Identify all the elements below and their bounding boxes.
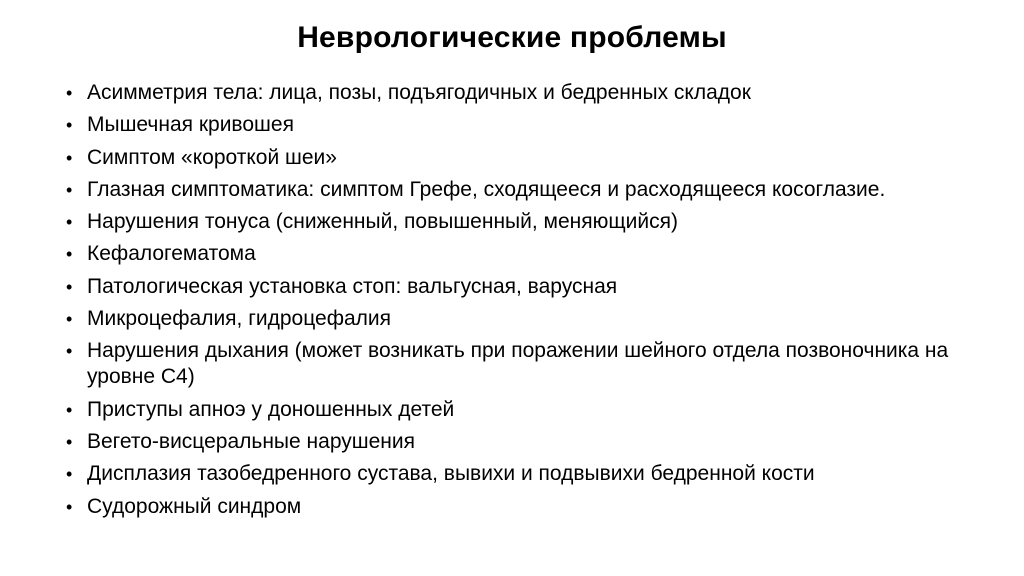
bullet-text: Нарушения дыхания (может возникать при поражении шейного отдела позвоночника на уровне С4) (87, 339, 949, 389)
bullet-icon: • (66, 179, 73, 200)
bullet-text: Вегето-висцеральные нарушения (87, 429, 415, 453)
bullet-text: Мышечная кривошея (87, 113, 294, 137)
bullet-text: Глазная симптоматика: симптом Грефе, сходящееся и расходящееся косоглазие. (87, 177, 886, 201)
bullet-text: Дисплазия тазобедренного сустава, вывихи и подвывихи бедренной кости (87, 462, 815, 486)
bullet-list (66, 80, 966, 526)
bullet-item (66, 274, 966, 300)
bullet-text: Патологическая установка стоп: вальгусная, варусная (87, 274, 618, 298)
bullet-icon: • (66, 115, 73, 136)
bullet-item (66, 306, 966, 332)
bullet-icon: • (66, 276, 73, 297)
slide-title: Неврологические проблемы (297, 21, 727, 54)
bullet-item (66, 494, 966, 520)
bullet-text: Симптом «короткой шеи» (87, 145, 337, 169)
bullet-item (66, 429, 966, 455)
bullet-icon: • (66, 431, 73, 452)
bullet-icon: • (66, 309, 73, 330)
bullet-item (66, 397, 966, 423)
bullet-item (66, 80, 966, 106)
bullet-icon: • (66, 212, 73, 233)
bullet-text: Судорожный синдром (87, 494, 302, 518)
bullet-text: Кефалогематома (87, 242, 256, 266)
bullet-text: Приступы апноэ у доношенных детей (87, 397, 455, 421)
bullet-icon: • (66, 244, 73, 265)
bullet-item (66, 145, 966, 171)
bullet-text: Нарушения тонуса (сниженный, повышенный, меняющийся) (87, 210, 678, 234)
bullet-icon: • (66, 83, 73, 103)
bullet-item (66, 461, 966, 487)
bullet-item (66, 209, 966, 235)
bullet-icon: • (66, 464, 73, 485)
bullet-item (66, 338, 966, 390)
bullet-text: Асимметрия тела: лица, позы, подъягодичных и бедренных складок (87, 81, 751, 104)
bullet-item (66, 112, 966, 138)
bullet-icon: • (66, 399, 73, 420)
bullet-item (66, 241, 966, 267)
bullet-icon: • (66, 147, 73, 168)
bullet-text: Микроцефалия, гидроцефалия (87, 307, 392, 331)
bullet-icon: • (66, 341, 73, 362)
bullet-icon: • (66, 496, 73, 517)
bullet-item (66, 177, 966, 203)
